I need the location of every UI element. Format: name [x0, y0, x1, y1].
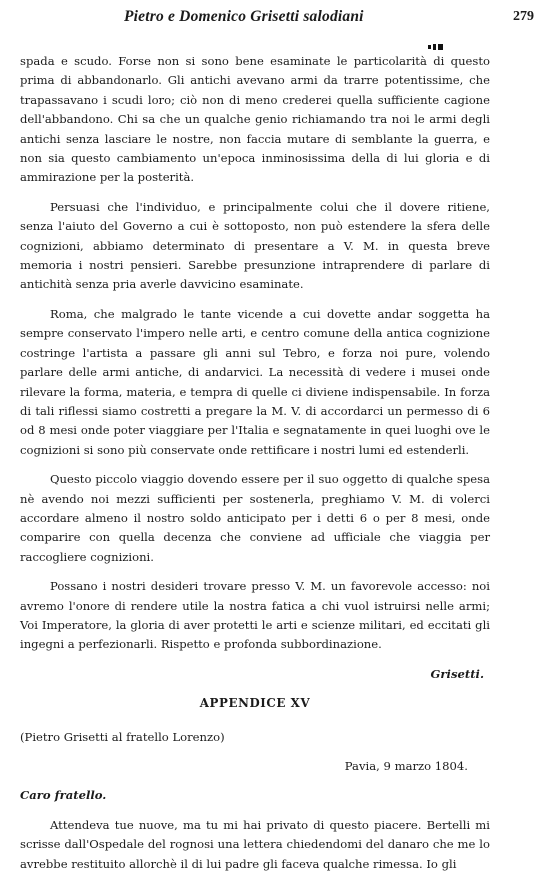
- running-title: Pietro e Domenico Grisetti salodiani: [124, 8, 364, 25]
- ink-mark: [428, 44, 444, 50]
- letter-paragraph: Attendeva tue nuove, ma tu mi hai privato di questo piacere. Bertelli mi scrisse dall'Ospedale del rognosi una lettera chiedendomi del danaro che me lo avrebbe restituito allorchè il di lui padre gli faceva qualche rimessa. Io gli: [20, 817, 490, 871]
- running-head: [0, 8, 550, 30]
- paragraph: Questo piccolo viaggio dovendo essere per il suo oggetto di qualche spesa nè avendo noi mezzi sufficienti per sostenerla, preghiamo V. M. di volerci accordare almeno il nostro soldo anticipato per i detti 6 o per 8 mesi, onde comparire con quella decenza che conviene ad ufficiale che viaggia per raccogliere cognizioni.: [20, 472, 490, 564]
- paragraph: Possano i nostri desideri trovare presso V. M. un favorevole accesso: noi avremo l'onore di rendere utile la nostra fatica a chi vuol istruirsi nelle armi; Voi Imperatore, la gloria di aver protetti le arti e scienze militari, ed eccitati gli ingegni a perfezionarli. Rispetto e profonda subbordinazione.: [20, 579, 490, 652]
- paragraph: Roma, che malgrado le tante vicende a cui dovette andar soggetta ha sempre conservato l'impero nelle arti, e centro comune della antica cognizione costringe l'artista a passare gli anni sul Tebro, e forza noi pure, volendo parlare delle armi antiche, di andarvici. La necessità di vedere i musei onde rilevare la forma, materia, e tempra di quelle ci diviene indispensabile. In forza di tali riflessi siamo costretti a pregare la M. V. di accordarci un permesso di 6 od 8 mesi onde poter viaggiare per l'Italia e segnatamente in quei luoghi ove le cognizioni si sono più conservate onde rettificare i nostri lumi ed estenderli.: [20, 306, 490, 457]
- body-text: [20, 52, 490, 884]
- signature: Grisetti.: [430, 666, 484, 681]
- letter-dateline: Pavia, 9 marzo 1804.: [344, 759, 468, 773]
- page-number: 279: [513, 9, 534, 24]
- paragraph: Persuasi che l'individuo, e principalmente colui che il dovere ritiene, senza l'aiuto del Governo a cui è sottoposto, non può estendere la sfera delle cognizioni, abbiamo determinato di presentare a V. M. in questa breve memoria i nostri pensieri. Sarebbe presunzione intraprendere di parlare di antichità senza pria averle davvicino esaminate.: [20, 199, 490, 292]
- appendix-heading: APPENDICE XV: [199, 696, 311, 711]
- paragraph-continuation: spada e scudo. Forse non si sono bene esaminate le particolarità di questo prima di abbandonarlo. Gli antichi avevano armi da trarre potentissime, che trapassavano i scudi loro; ciò non di meno crederei quella sufficiente cagione dell'abbandono. Chi sa che un qualche genio richiamando tra noi le armi degli antichi senza lasciare le nostre, non faccia mutare di semblante la guerra, e non sia questo cambiamento un'epoca inminosissima della di lui gloria e di ammirazione per la posterità.: [20, 54, 490, 185]
- letter-header: (Pietro Grisetti al fratello Lorenzo): [20, 729, 225, 744]
- letter-salutation: Caro fratello.: [20, 788, 107, 803]
